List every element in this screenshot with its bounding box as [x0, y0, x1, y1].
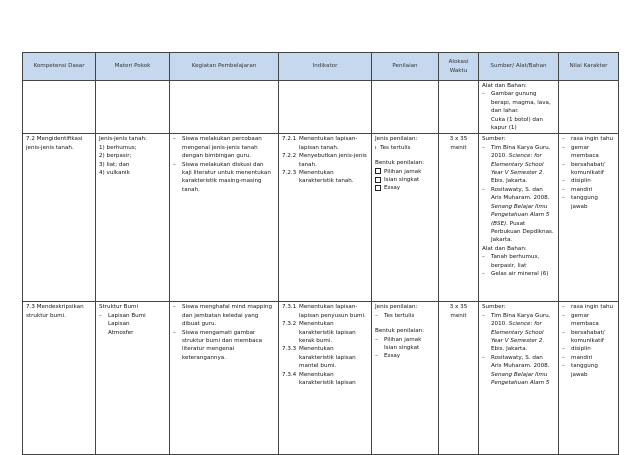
kegiatan-cell — [170, 302, 279, 455]
list-item: – Pilihan jamak — [375, 336, 422, 343]
table-header-row — [23, 53, 619, 81]
list-item: – Tim Bina Karya Guru. 2010. Science: for Elementary School Year V Semester 2. Ebis. Jakarta. — [482, 144, 551, 185]
header-kegiatan-pembelajaran: Kegiatan Pembelajaran — [170, 53, 279, 81]
kompetensi-dasar-cell: 7.2 Mengidentifikasi jenis-jenis tanah. — [23, 134, 96, 302]
indicator-item: 7.3.4 Menentukan karakteristik lapisan — [282, 371, 356, 387]
table-row — [23, 81, 619, 134]
indicator-item: 7.2.3 Menentukan karakteristik tanah. — [282, 170, 354, 185]
indikator-cell — [279, 134, 372, 302]
list-item: – Lapisan Bumi — [99, 312, 146, 319]
penilaian-cell: Jenis penilaian: – Tes tertulis Bentuk penilaian: – Pilihan jamak Isian singkat – Essay — [372, 302, 439, 455]
nilai-karakter-cell — [559, 134, 619, 302]
table-row — [23, 134, 619, 302]
checkbox-icon — [375, 185, 381, 191]
list-item: – mandiri — [562, 186, 593, 193]
alat-bahan-heading: Alat dan Bahan: — [482, 83, 527, 89]
checkbox-icon — [375, 177, 381, 183]
list-item: – Tim Bina Karya Guru. 2010. Science: for Elementary School Year V Semester 2. Ebis. Jakarta. — [482, 312, 551, 353]
header-kompetensi-dasar: Kompetensi Dasar — [23, 53, 96, 81]
header-alokasi-waktu: Alokasi Waktu — [439, 53, 479, 81]
indicator-item: 7.3.3 Menentukan karakteristik lapisan mantel bumi. — [282, 346, 356, 370]
list-item: – Rositawaty, S. dan Aris Muharam. 2008. Senang Belajar Ilmu Pengetahuan Alam 5 (BSE). Pusat Perbukuan Depdiknas. Jakarta. — [482, 186, 554, 244]
header-indikator: Indikator — [279, 53, 372, 81]
list-item: – bersahabat/ komunikatif — [562, 161, 605, 177]
sumber-cell: Sumber: – Tim Bina Karya Guru. 2010. Science: for Elementary School Year V Semester 2. Ebis. Jakarta. – Rositawaty, S. dan Aris Muharam. 2008. Senang Belajar Ilmu Pengetahuan Alam 5 (BSE). Pusat Perbukuan Depdiknas. Jakarta. Alat dan Bahan: – Tanah berhumus, berpasir, liat – Gelas air mineral (6) — [479, 134, 559, 302]
list-item: – mandiri — [562, 354, 593, 361]
sumber-cell — [479, 81, 559, 134]
list-item: – Siswa menghafal mind mapping dan jembatan keledai yang dibuat guru. — [173, 304, 272, 328]
alokasi-waktu-cell: 3 x 35 menit — [439, 302, 479, 455]
lesson-plan-table — [22, 52, 619, 455]
list-item: – Gambar gunung berapi, magma, lava, dan lahar. — [482, 91, 551, 115]
list-item: – Rositawaty, S. dan Aris Muharam. 2008. Senang Belajar Ilmu Pengetahuan Alam 5 — [482, 354, 550, 387]
materi-pokok-cell: Struktur Bumi – Lapisan Bumi Lapisan Atmosfer — [96, 302, 170, 455]
list-item: – rasa ingin tahu — [562, 136, 614, 143]
list-item: – Siswa melakukan diskusi dan kaji literatur untuk menentukan karakteristik masing-masing tanah. — [173, 161, 271, 193]
list-item: – Siswa melakukan percobaan mengenai jenis-jenis tanah dengan bimbingan guru. — [173, 136, 262, 160]
indicator-item: 7.3.1 Menentukan lapisan-lapisan penyusun bumi. — [282, 304, 366, 319]
list-item: – Tanah berhumus, berpasir, liat — [482, 254, 540, 269]
list-item: – Gelas air mineral (6) — [482, 270, 549, 277]
indikator-cell — [279, 302, 372, 455]
list-item: – tanggung jawab — [562, 363, 598, 378]
sumber-cell: Sumber: – Tim Bina Karya Guru. 2010. Science: for Elementary School Year V Semester 2. Ebis. Jakarta. – Rositawaty, S. dan Aris Muharam. 2008. Senang Belajar Ilmu Pengetahuan Alam 5 — [479, 302, 559, 455]
indicator-item: 7.2.1 Menentukan lapisan-lapisan tanah. — [282, 136, 358, 151]
list-item: Isian singkat — [384, 345, 420, 352]
indicator-item: 7.3.2 Menentukan karakteristik lapisan kerak bumi. — [282, 321, 356, 345]
alokasi-waktu-cell: 3 x 35 menit — [439, 134, 479, 302]
header-sumber: Sumber/ Alat/Bahan — [479, 53, 559, 81]
list-item: – Tes tertulis — [375, 312, 415, 319]
table-row — [23, 302, 619, 455]
materi-pokok-cell: Jenis-jenis tanah: 1) berhumus; 2) berpasir; 3) liat; dan 4) vulkanik — [96, 134, 170, 302]
list-item: – gemar membaca — [562, 312, 599, 328]
list-item: – Essay — [375, 353, 401, 360]
list-item: – disiplin — [562, 346, 591, 353]
penilaian-cell: Jenis penilaian: ı Tes tertulis Bentuk penilaian: Pilihan jamak Isian singkat Essay — [372, 134, 439, 302]
list-item: – disiplin — [562, 178, 591, 185]
checkbox-icon — [375, 168, 381, 174]
header-materi-pokok: Materi Pokok — [96, 53, 170, 81]
list-item: Cuka (1 botol) dan kapur (1) — [491, 116, 543, 132]
list-item: – bersahabat/ komunikatif — [562, 329, 605, 345]
list-item: – Siswa mengamati gambar struktur bumi dan membaca literatur mengenai keterangannya. — [173, 329, 263, 361]
list-item: – rasa ingin tahu — [562, 304, 614, 311]
kompetensi-dasar-cell: 7.3 Mendeskripsikan struktur bumi. — [23, 302, 96, 455]
indicator-item: 7.2.2 Menyebutkan jenis-jenis tanah. — [282, 153, 367, 168]
list-item: – tanggung jawab — [562, 195, 598, 210]
kegiatan-cell — [170, 134, 279, 302]
nilai-karakter-cell — [559, 302, 619, 455]
header-nilai-karakter: Nilai Karakter — [559, 53, 619, 81]
list-item: – gemar membaca — [562, 144, 599, 160]
header-penilaian: Penilaian — [372, 53, 439, 81]
